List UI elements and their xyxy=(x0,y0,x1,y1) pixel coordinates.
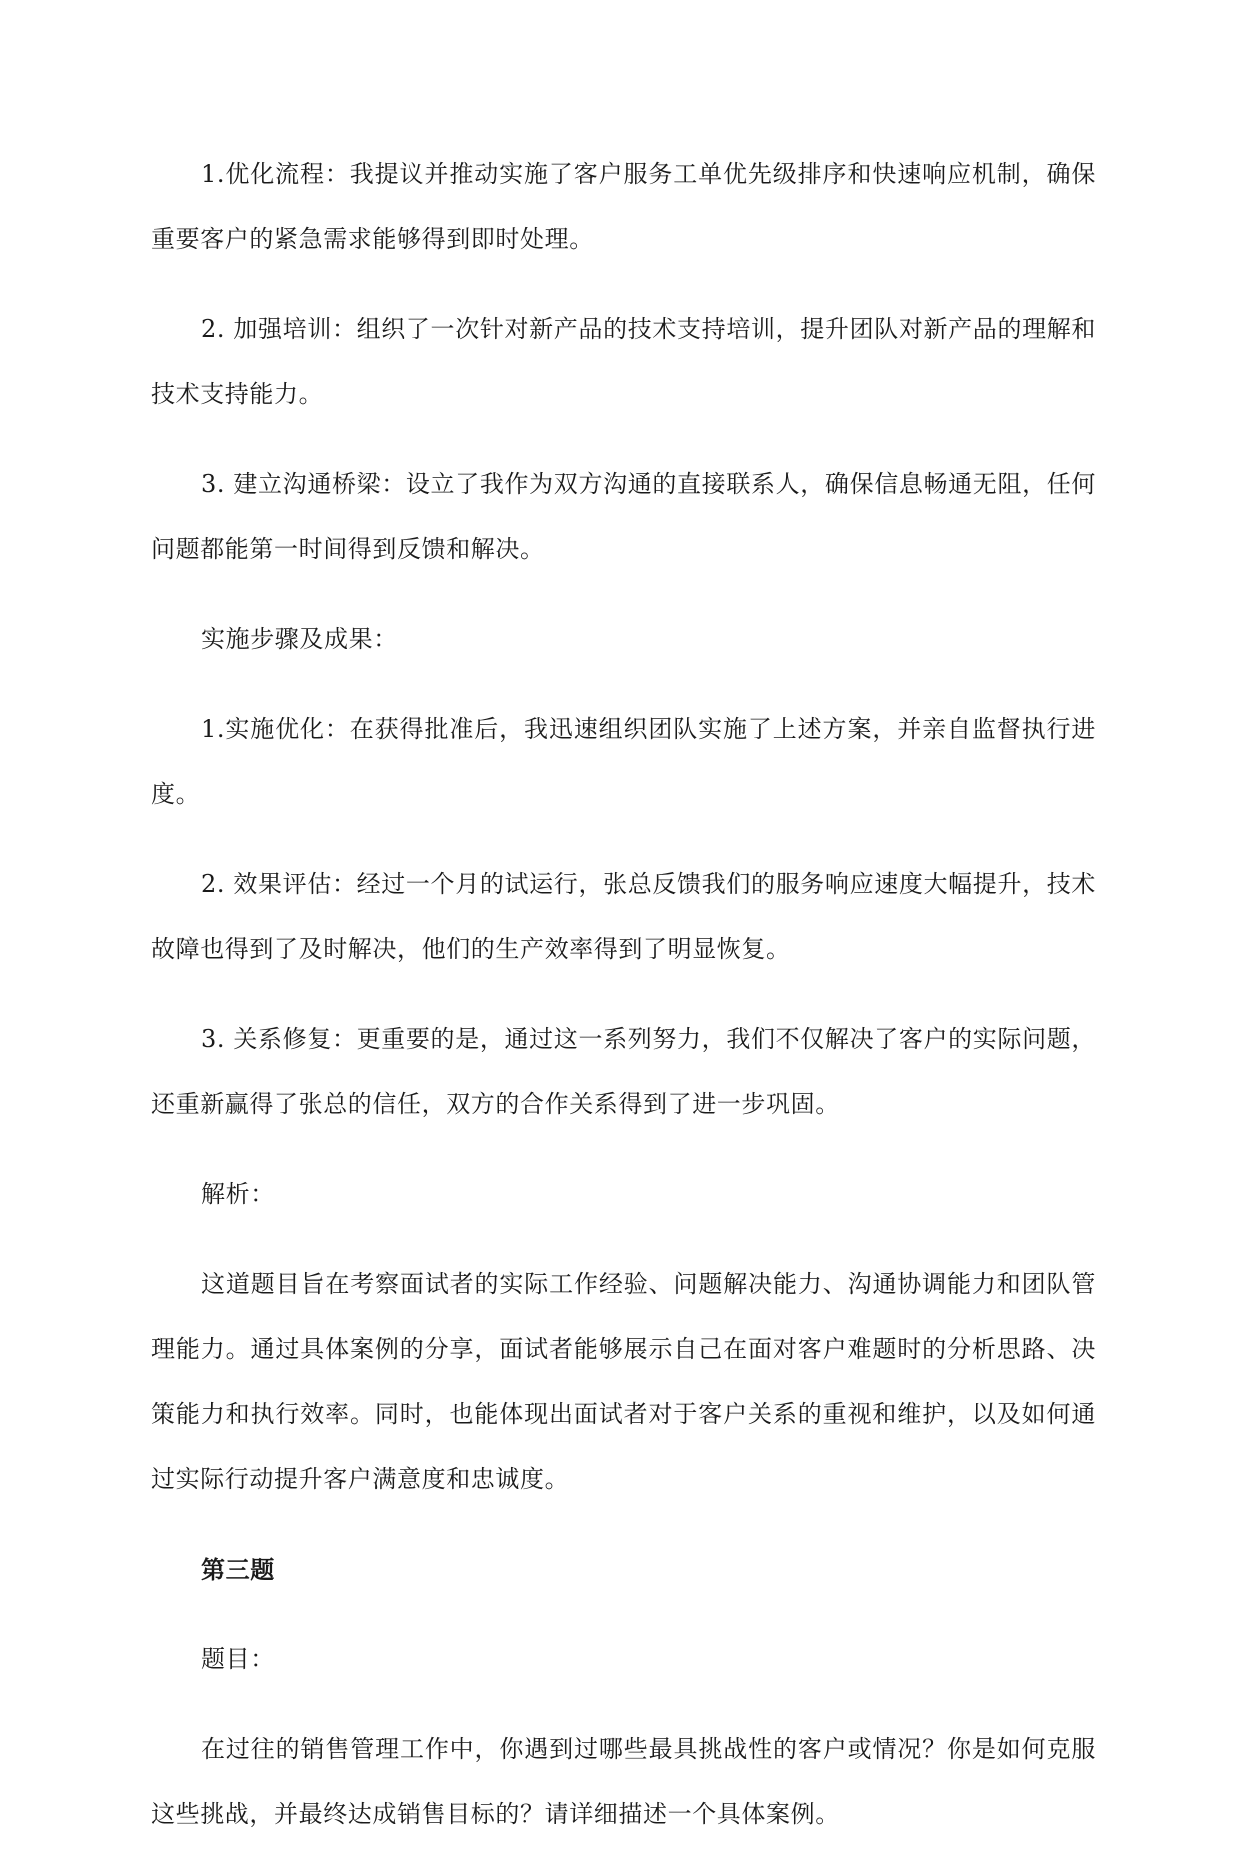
paragraph-optimize-process: 1.优化流程：我提议并推动实施了客户服务工单优先级排序和快速响应机制，确保重要客户的紧急需求能够得到即时处理。 xyxy=(151,160,1096,253)
paragraph-analysis-body: 这道题目旨在考察面试者的实际工作经验、问题解决能力、沟通协调能力和团队管理能力。通过具体案例的分享，面试者能够展示自己在面对客户难题时的分析思路、决策能力和执行效率。同时，也能体现出面试者对于客户关系的重视和维护，以及如何通过实际行动提升客户满意度和忠诚度。 xyxy=(151,1270,1096,1493)
paragraph-strengthen-training: 2. 加强培训：组织了一次针对新产品的技术支持培训，提升团队对新产品的理解和技术支持能力。 xyxy=(151,315,1096,408)
paragraph-question-label: 题目： xyxy=(201,1645,275,1673)
paragraph-communication-bridge: 3. 建立沟通桥梁：设立了我作为双方沟通的直接联系人，确保信息畅通无阻，任何问题都能第一时间得到反馈和解决。 xyxy=(151,470,1096,563)
paragraph-steps-results-label: 实施步骤及成果： xyxy=(201,625,398,653)
paragraph-question-body: 在过往的销售管理工作中，你遇到过哪些最具挑战性的客户或情况？你是如何克服这些挑战，并最终达成销售目标的？请详细描述一个具体案例。 xyxy=(151,1735,1096,1828)
paragraph-implement-optimization: 1.实施优化：在获得批准后，我迅速组织团队实施了上述方案，并亲自监督执行进度。 xyxy=(151,715,1096,808)
paragraph-analysis-label: 解析： xyxy=(201,1180,275,1208)
paragraph-relationship-repair: 3. 关系修复：更重要的是，通过这一系列努力，我们不仅解决了客户的实际问题，还重新赢得了张总的信任，双方的合作关系得到了进一步巩固。 xyxy=(151,1025,1096,1118)
paragraph-effect-evaluation: 2. 效果评估：经过一个月的试运行，张总反馈我们的服务响应速度大幅提升，技术故障也得到了及时解决，他们的生产效率得到了明显恢复。 xyxy=(151,870,1096,963)
section-heading-question-three: 第三题 xyxy=(201,1555,275,1584)
document-body xyxy=(151,142,1096,1872)
